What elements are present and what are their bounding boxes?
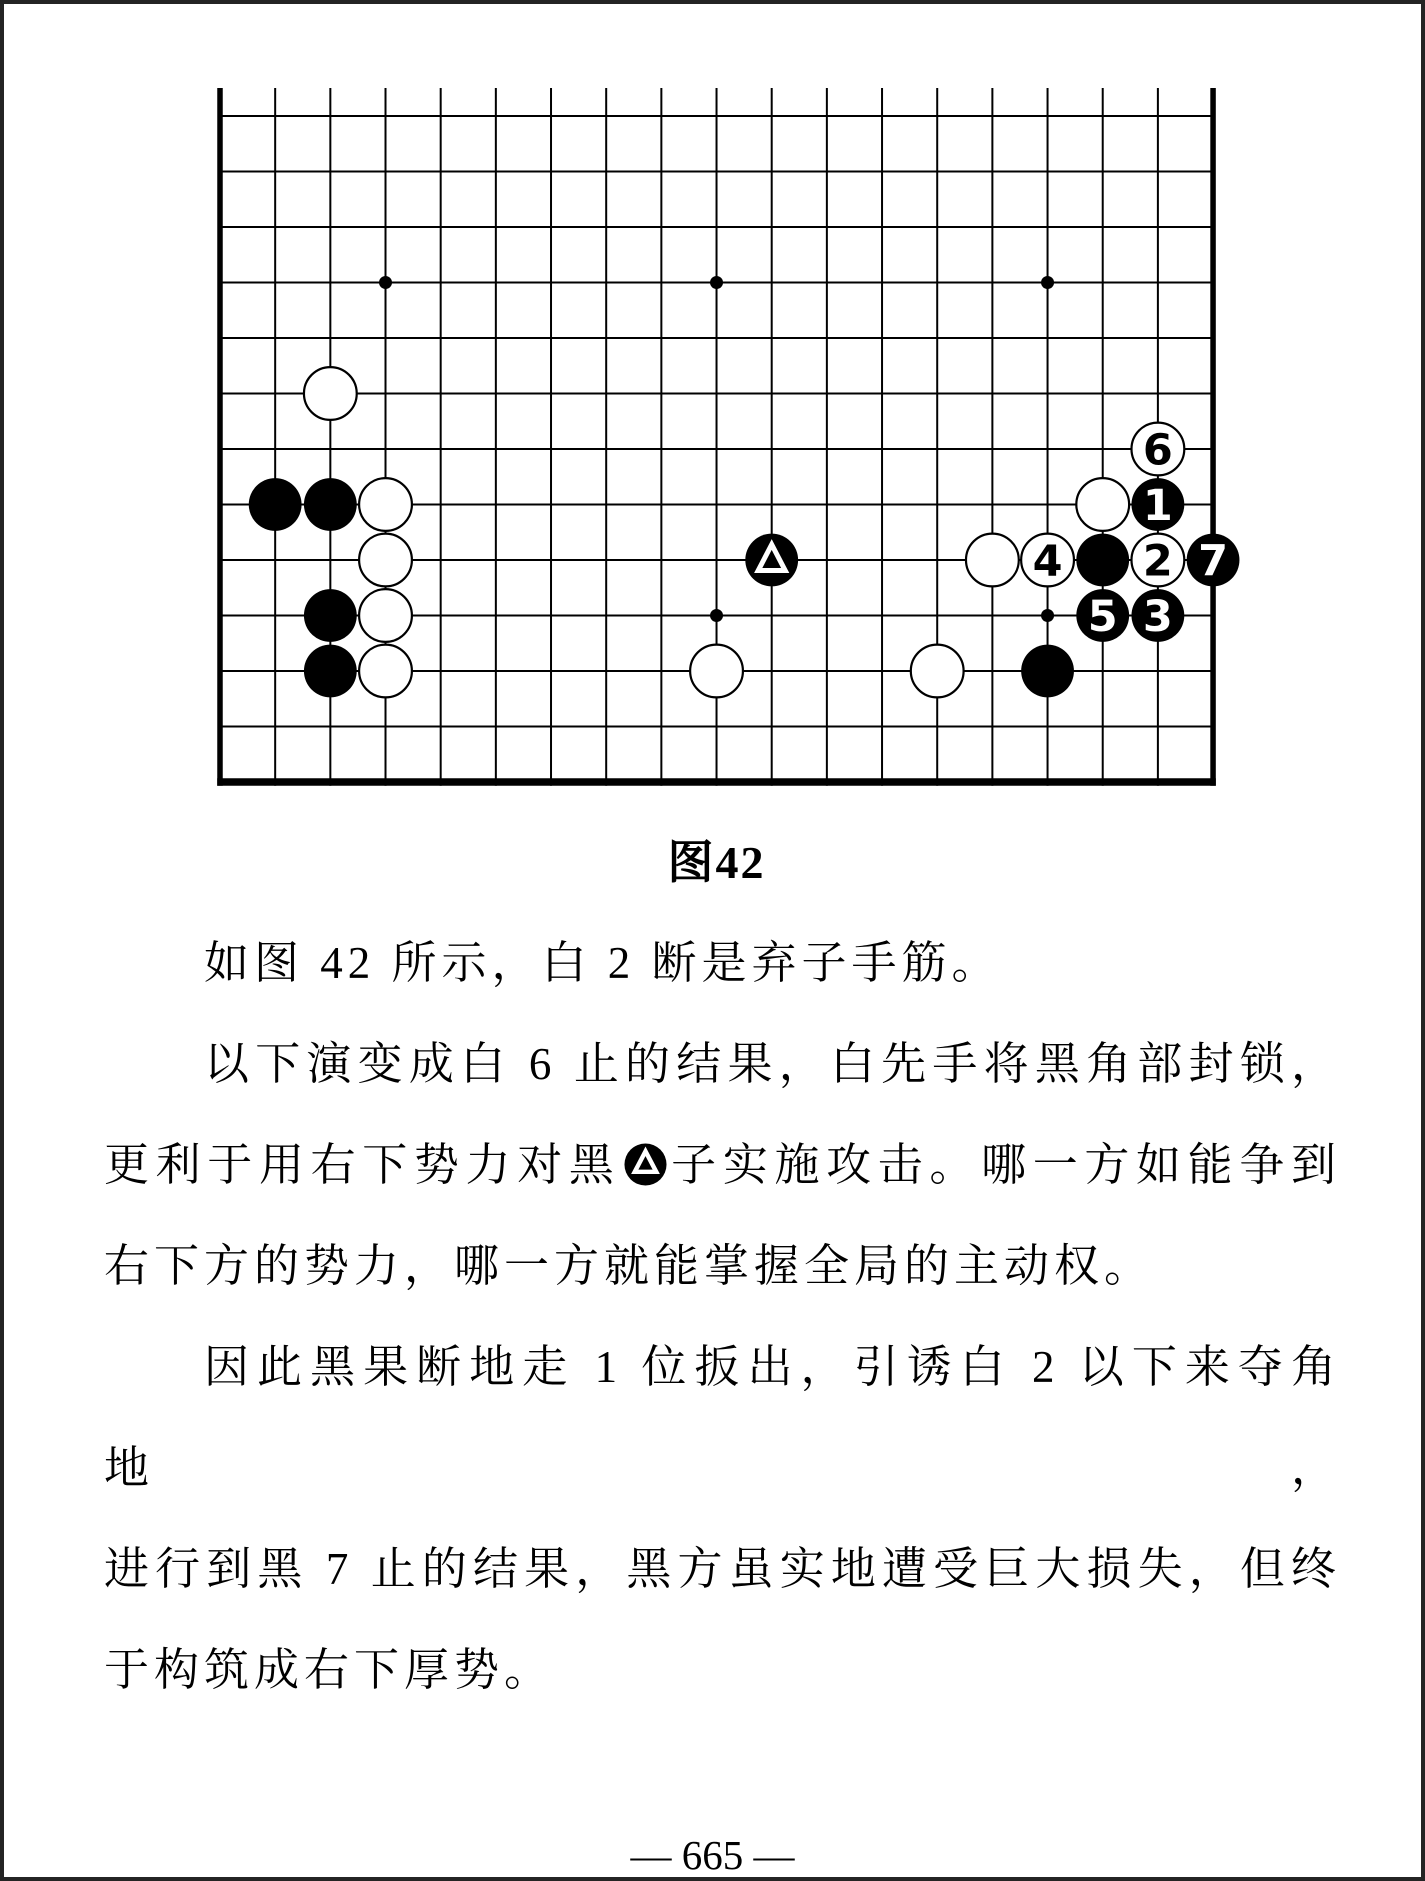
text-line-4-content: 右下方的势力，哪一方就能掌握全局的主动权。 [104,1241,1155,1291]
star-point [710,276,723,289]
text-line-3-post: 子实施攻击。哪一方如能争到 [669,1140,1341,1190]
text-line-6 [104,1519,1341,1620]
stone-number: 2 [1142,536,1173,587]
stone-white [359,589,412,642]
star-point [1041,609,1054,622]
stone-number: 7 [1198,536,1229,587]
stone-number: 4 [1032,536,1063,587]
stone-white [359,645,412,698]
stone-white [304,367,357,420]
stone-white [1076,478,1129,531]
stone-black [304,645,357,698]
text-line-3 [104,1115,1341,1216]
stone-black [304,478,357,531]
page-number: — 665 — [630,1832,795,1878]
text-line-2-content: 以下演变成白 6 止的结果，白先手将黑角部封锁， [204,1039,1341,1089]
stone-white [359,534,412,587]
stone-white-4 [1021,534,1074,587]
stone-black [249,478,302,531]
stone-number: 3 [1142,592,1173,642]
go-board-diagram [4,4,1425,804]
figure-caption: 图42 [667,837,766,888]
stone-white [359,478,412,531]
stone-black [1021,645,1074,698]
marked-black-stone-icon [623,1122,668,1167]
stone-number: 1 [1142,481,1173,531]
stone-black-5 [1076,589,1129,642]
stone-black-1 [1131,478,1184,531]
stone-white-2 [1131,534,1184,587]
text-line-6-content: 进行到黑 7 止的结果，黑方虽实地遭受巨大损失，但终 [104,1544,1341,1594]
text-line-1 [104,913,1341,1014]
stone-white-6 [1131,423,1184,476]
star-point [379,276,392,289]
text-line-7 [104,1620,1341,1721]
stone-black-marked [745,534,798,587]
star-point [1041,276,1054,289]
stone-black-7 [1187,534,1240,587]
stone-white [966,534,1019,587]
star-point [710,609,723,622]
text-line-4 [104,1216,1341,1317]
stone-white [911,645,964,698]
body-text [104,913,1341,1721]
text-line-7-content: 于构筑成右下厚势。 [104,1645,555,1695]
stone-black [304,589,357,642]
text-line-3-pre: 更利于用右下势力对黑 [104,1140,621,1190]
stone-number: 6 [1142,425,1173,476]
stone-black-3 [1131,589,1184,642]
text-line-2 [104,1014,1341,1115]
stone-black [1076,534,1129,587]
text-line-5 [104,1317,1341,1519]
text-line-1-content: 如图 42 所示，白 2 断是弃子手筋。 [204,938,1002,988]
stone-number: 5 [1087,592,1118,642]
stone-white [690,645,743,698]
text-line-5-content: 因此黑果断地走 1 位扳出，引诱白 2 以下来夺角地， [104,1342,1341,1493]
